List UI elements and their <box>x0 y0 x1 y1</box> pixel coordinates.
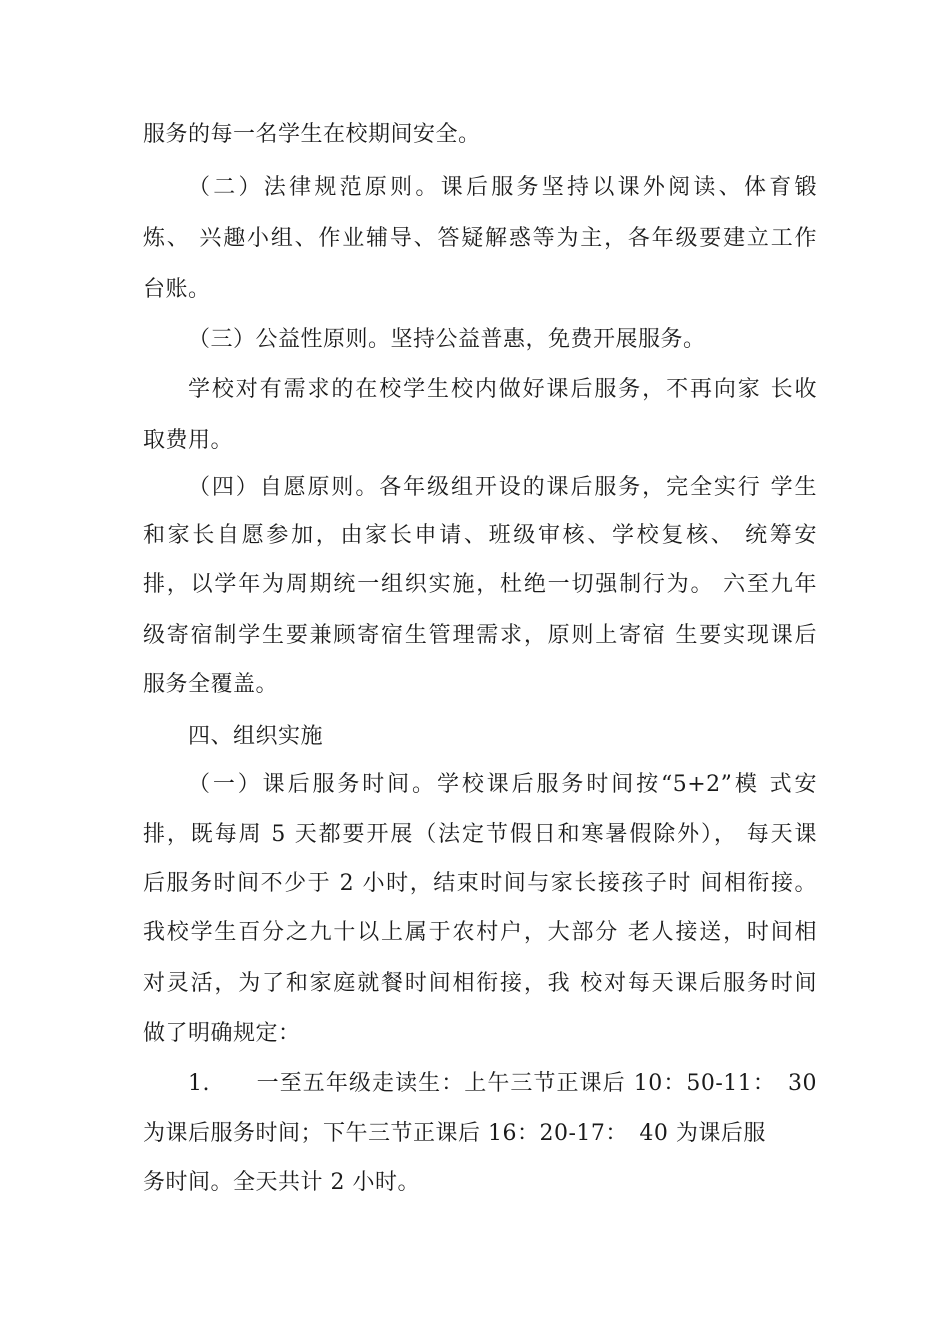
paragraph-line: 和家长自愿参加，由家长申请、班级审核、学校复核、 统筹安 <box>143 523 817 548</box>
paragraph-line: 对灵活，为了和家庭就餐时间相衔接，我 校对每天课后服务时间 <box>143 971 817 996</box>
paragraph-line: 做了明确规定： <box>143 1021 301 1046</box>
paragraph-line: 炼、 兴趣小组、作业辅导、答疑解惑等为主，各年级要建立工作 <box>143 226 817 251</box>
paragraph-line: （一）课后服务时间。学校课后服务时间按“5+2”模 式安 <box>188 772 817 797</box>
paragraph-line: 排，既每周 5 天都要开展（法定节假日和寒暑假除外）， 每天课 <box>143 822 817 847</box>
list-item-line: 为课后服务时间；下午三节正课后 16：20-17： 40 为课后服 <box>143 1121 766 1146</box>
section-heading: 四、组织实施 <box>188 724 324 749</box>
paragraph-line: 级寄宿制学生要兼顾寄宿生管理需求，原则上寄宿 生要实现课后 <box>143 623 817 648</box>
paragraph-line: 后服务时间不少于 2 小时，结束时间与家长接孩子时 间相衔接。 <box>143 871 817 896</box>
list-item-line: 务时间。全天共计 2 小时。 <box>143 1170 420 1195</box>
paragraph-line: 排，以学年为周期统一组织实施，杜绝一切强制行为。 六至九年 <box>143 572 817 597</box>
paragraph-line: 取费用。 <box>143 428 234 453</box>
list-item-line: 1. 一至五年级走读生：上午三节正课后 10：50-11： 30 <box>188 1071 817 1096</box>
paragraph-line: （三）公益性原则。坚持公益普惠，免费开展服务。 <box>188 327 706 352</box>
paragraph-line: （四）自愿原则。各年级组开设的课后服务，完全实行 学生 <box>188 475 817 500</box>
paragraph-line: 服务全覆盖。 <box>143 672 279 697</box>
paragraph-line: 服务的每一名学生在校期间安全。 <box>143 122 481 147</box>
paragraph-line: 学校对有需求的在校学生校内做好课后服务，不再向家 长收 <box>188 377 817 402</box>
paragraph-line: 我校学生百分之九十以上属于农村户，大部分 老人接送，时间相 <box>143 920 817 945</box>
paragraph-line: （二）法律规范原则。课后服务坚持以课外阅读、体育锻 <box>188 175 817 200</box>
paragraph-line: 台账。 <box>143 277 211 302</box>
